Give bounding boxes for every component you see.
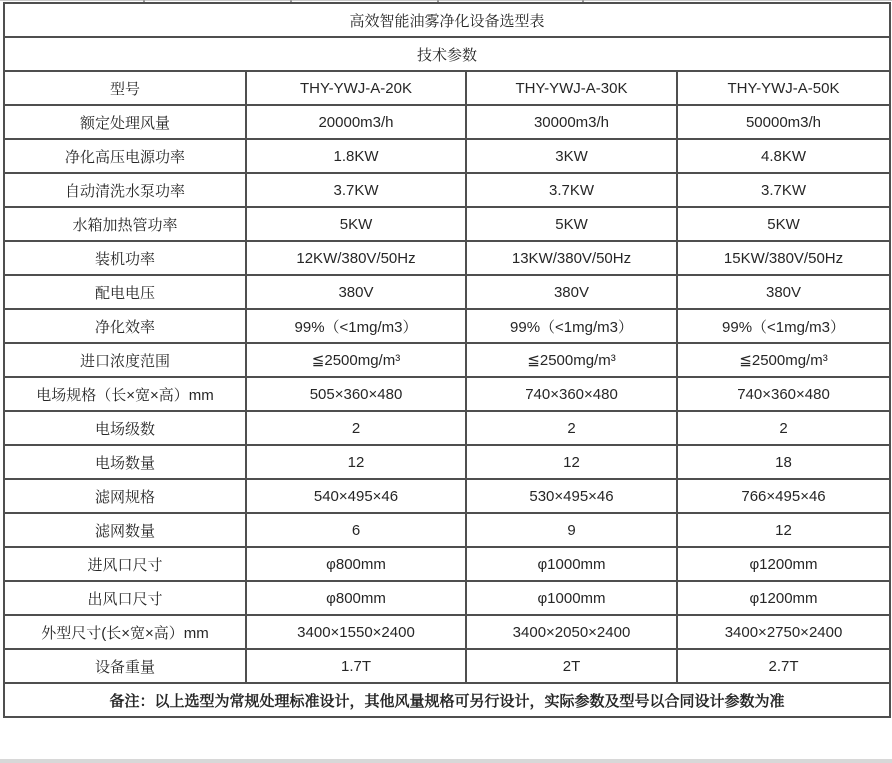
model-name-3: THY-YWJ-A-50K [677, 71, 890, 105]
parameter-label: 电场数量 [4, 445, 246, 479]
table-row [4, 581, 890, 615]
parameter-label: 水箱加热管功率 [4, 207, 246, 241]
table-row [4, 513, 890, 547]
table-title: 高效智能油雾净化设备选型表 [4, 3, 890, 37]
model-name-1: THY-YWJ-A-20K [246, 71, 466, 105]
table-row [4, 411, 890, 445]
parameter-value: 3.7KW [246, 173, 466, 207]
parameter-value: 6 [246, 513, 466, 547]
parameter-value: φ800mm [246, 581, 466, 615]
parameter-value: 99%（<1mg/m3） [466, 309, 677, 343]
parameter-value: 740×360×480 [677, 377, 890, 411]
parameter-value: 3KW [466, 139, 677, 173]
parameter-value: φ1200mm [677, 581, 890, 615]
parameter-value: φ1200mm [677, 547, 890, 581]
parameter-value: 50000m3/h [677, 105, 890, 139]
parameter-value: 9 [466, 513, 677, 547]
parameter-value: φ1000mm [466, 547, 677, 581]
table-note: 备注：以上选型为常规处理标准设计，其他风量规格可另行设计，实际参数及型号以合同设计参数为准 [4, 683, 890, 717]
parameter-value: 3.7KW [677, 173, 890, 207]
parameter-value: 380V [677, 275, 890, 309]
parameter-label: 出风口尺寸 [4, 581, 246, 615]
table-row [4, 615, 890, 649]
parameter-value: ≦2500mg/m³ [677, 343, 890, 377]
parameter-value: ≦2500mg/m³ [466, 343, 677, 377]
parameter-value: 380V [466, 275, 677, 309]
parameter-value: 740×360×480 [466, 377, 677, 411]
table-row [4, 377, 890, 411]
model-row-label: 型号 [4, 71, 246, 105]
parameter-label: 净化高压电源功率 [4, 139, 246, 173]
spec-table [3, 2, 891, 718]
bottom-gridline [0, 759, 892, 763]
parameter-label: 自动清洗水泵功率 [4, 173, 246, 207]
parameter-value: 1.7T [246, 649, 466, 683]
parameter-value: 30000m3/h [466, 105, 677, 139]
parameter-label: 电场规格（长×宽×高）mm [4, 377, 246, 411]
section-header-row [4, 37, 890, 71]
parameter-value: 12 [466, 445, 677, 479]
parameter-value: 380V [246, 275, 466, 309]
parameter-value: 766×495×46 [677, 479, 890, 513]
model-name-2: THY-YWJ-A-30K [466, 71, 677, 105]
note-row [4, 683, 890, 717]
parameter-label: 电场级数 [4, 411, 246, 445]
table-row [4, 139, 890, 173]
parameter-value: 2T [466, 649, 677, 683]
table-row [4, 547, 890, 581]
parameter-label: 配电电压 [4, 275, 246, 309]
spec-table-body [4, 3, 890, 717]
parameter-value: 4.8KW [677, 139, 890, 173]
parameter-value: 5KW [466, 207, 677, 241]
parameter-value: 3400×2050×2400 [466, 615, 677, 649]
parameter-value: 15KW/380V/50Hz [677, 241, 890, 275]
parameter-value: 3.7KW [466, 173, 677, 207]
title-row [4, 3, 890, 37]
parameter-value: 2.7T [677, 649, 890, 683]
parameter-label: 净化效率 [4, 309, 246, 343]
parameter-label: 外型尺寸(长×宽×高）mm [4, 615, 246, 649]
table-row [4, 309, 890, 343]
parameter-label: 设备重量 [4, 649, 246, 683]
parameter-label: 进风口尺寸 [4, 547, 246, 581]
parameter-label: 额定处理风量 [4, 105, 246, 139]
parameter-value: 540×495×46 [246, 479, 466, 513]
parameter-value: 5KW [246, 207, 466, 241]
parameter-value: 5KW [677, 207, 890, 241]
parameter-value: φ1000mm [466, 581, 677, 615]
parameter-value: 20000m3/h [246, 105, 466, 139]
parameter-label: 进口浓度范围 [4, 343, 246, 377]
parameter-value: 2 [677, 411, 890, 445]
table-row [4, 241, 890, 275]
parameter-value: 505×360×480 [246, 377, 466, 411]
section-header: 技术参数 [4, 37, 890, 71]
parameter-value: 12KW/380V/50Hz [246, 241, 466, 275]
table-row [4, 105, 890, 139]
table-row [4, 649, 890, 683]
parameter-value: 2 [246, 411, 466, 445]
parameter-value: ≦2500mg/m³ [246, 343, 466, 377]
parameter-value: 13KW/380V/50Hz [466, 241, 677, 275]
table-row [4, 207, 890, 241]
table-row [4, 479, 890, 513]
parameter-label: 装机功率 [4, 241, 246, 275]
parameter-value: 12 [677, 513, 890, 547]
parameter-value: 3400×2750×2400 [677, 615, 890, 649]
table-row [4, 275, 890, 309]
parameter-value: 2 [466, 411, 677, 445]
parameter-value: 18 [677, 445, 890, 479]
parameter-label: 滤网规格 [4, 479, 246, 513]
table-row [4, 173, 890, 207]
model-row [4, 71, 890, 105]
table-row [4, 445, 890, 479]
parameter-value: 530×495×46 [466, 479, 677, 513]
parameter-value: φ800mm [246, 547, 466, 581]
parameter-value: 1.8KW [246, 139, 466, 173]
parameter-value: 3400×1550×2400 [246, 615, 466, 649]
parameter-value: 12 [246, 445, 466, 479]
top-gridline [0, 0, 892, 1]
table-row [4, 343, 890, 377]
parameter-label: 滤网数量 [4, 513, 246, 547]
parameter-value: 99%（<1mg/m3） [246, 309, 466, 343]
parameter-value: 99%（<1mg/m3） [677, 309, 890, 343]
